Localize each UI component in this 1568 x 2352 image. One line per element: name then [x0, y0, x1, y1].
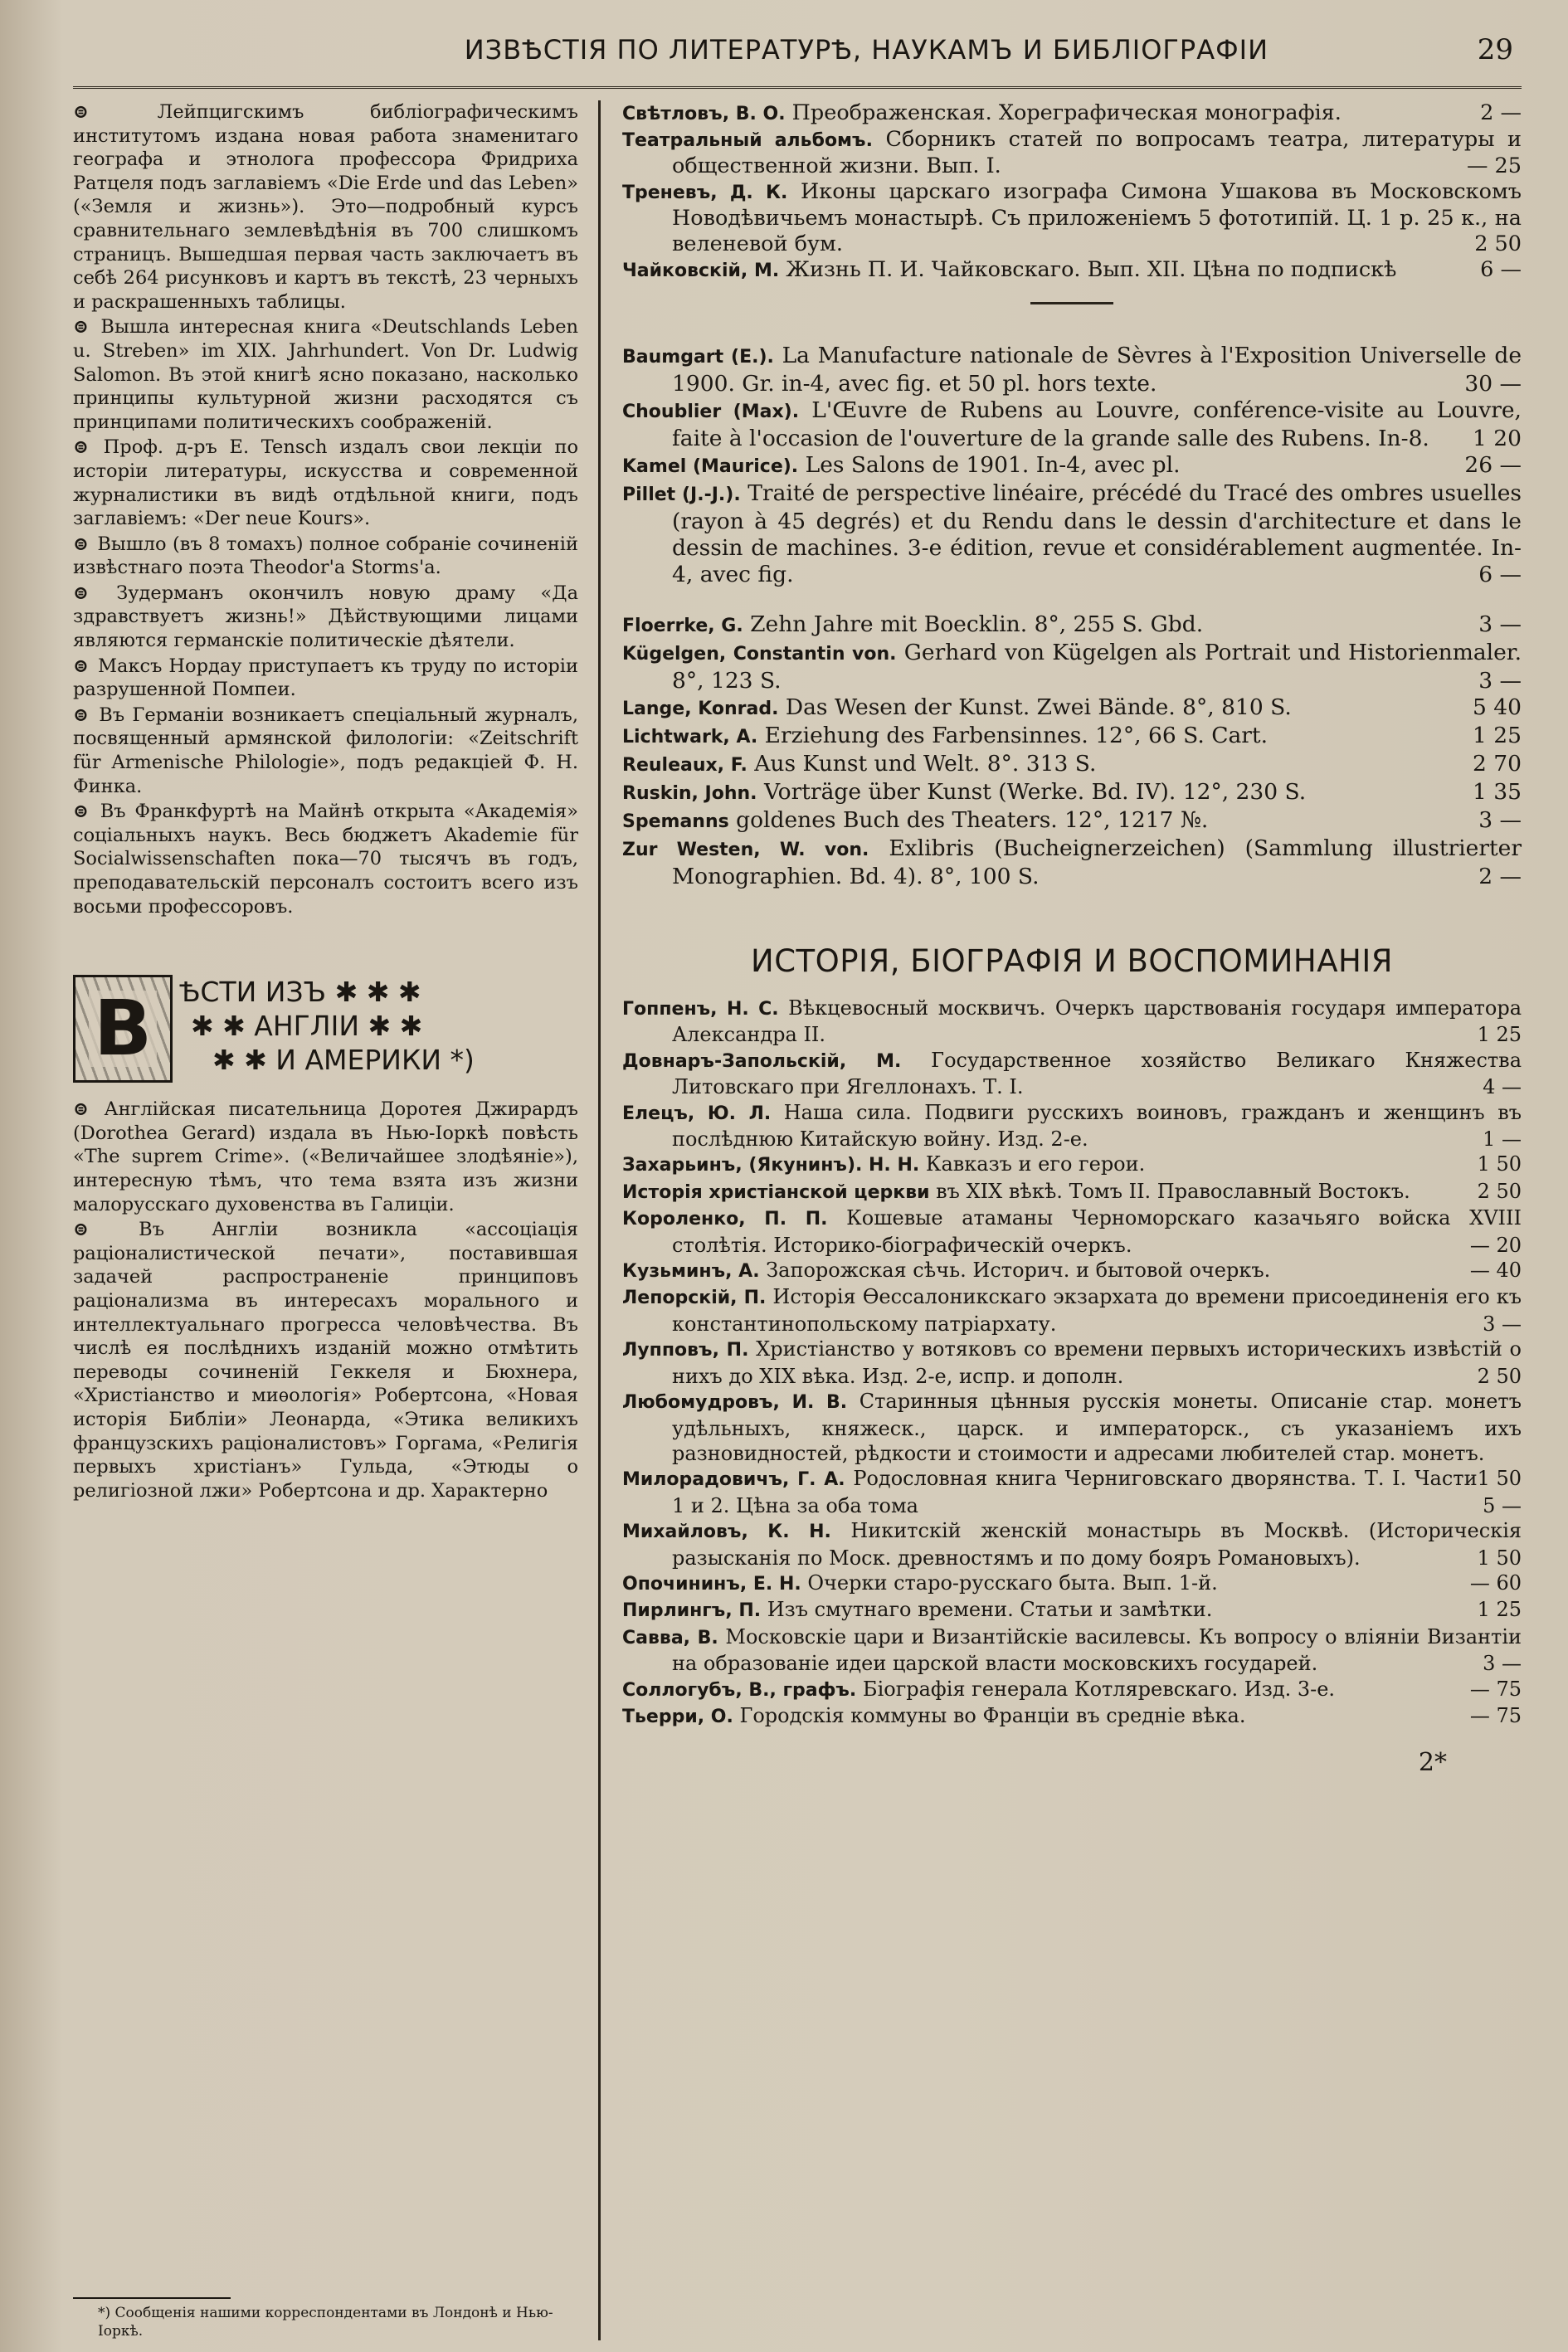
bibliography-entry — [622, 694, 1522, 723]
entry-price: 3 — — [1478, 807, 1522, 833]
section-title-history: ИСТОРІЯ, БІОГРАФІЯ И ВОСПОМИНАНІЯ — [751, 943, 1393, 979]
entry-author: Spemanns — [622, 811, 729, 832]
entry-price: 3 — — [1483, 1652, 1522, 1676]
entry-author: Треневъ, Д. К. — [622, 183, 788, 203]
entry-price: 2 50 — [1477, 1364, 1522, 1388]
bibliography-entry — [622, 452, 1522, 480]
paragraph-text: Вышла интересная книга «Deutschlands Leben u. Streben» im XIX. Jahrhundert. Von Dr. Ludwig Salomon. Въ этой книгѣ ясно показано, насколько принципы культурной жизни расходятся съ принципами политическихъ соображеній. — [73, 316, 578, 433]
entry-price: 1 20 — [1472, 426, 1522, 451]
bibliography-entry — [622, 779, 1522, 807]
entry-price: 3 — — [1478, 668, 1522, 694]
paragraph-bullet-icon: ⊜ — [73, 801, 89, 823]
bibliography-entry — [622, 1570, 1522, 1597]
book-list-german — [622, 611, 1522, 890]
entry-title: Traité de perspective linéaire, précédé du Tracé des ombres usuelles (rayon à 45 degrés) et du Rendu dans le dessin d'architecture et dans le dessin de machines. 3-e édition, revue et considérablement augmentée. In-4, avec fig. — [672, 480, 1522, 587]
news-paragraph — [73, 655, 578, 702]
bibliography-entry — [622, 127, 1522, 179]
news-paragraph — [73, 315, 578, 434]
bibliography-entry — [622, 1100, 1522, 1152]
entry-title: Кавказъ и его герои. — [919, 1152, 1146, 1176]
bibliography-entry — [622, 996, 1522, 1048]
entry-title: Исторія Ѳессалоникскаго экзархата до времени присоединенія его къ константинопольскому патріархату. — [672, 1285, 1522, 1336]
bibliography-entry — [622, 723, 1522, 751]
entry-author: Соллогубъ, В., графъ. — [622, 1679, 857, 1701]
entry-title: goldenes Buch des Theaters. 12°, 1217 №. — [728, 807, 1209, 833]
book-list-russian-art — [622, 100, 1522, 284]
entry-price: 3 — — [1478, 611, 1522, 637]
entry-title: La Manufacture nationale de Sèvres à l'Exposition Universelle de 1900. Gr. in-4, avec fig. et 50 pl. hors texte. — [672, 343, 1522, 397]
bibliography-entry — [622, 1677, 1522, 1703]
entry-price: — 60 — [1469, 1570, 1522, 1595]
entry-title: Кошевые атаманы Черноморскаго казачьяго войска XVIII столѣтія. Историко-біографическій очеркъ. — [672, 1206, 1522, 1257]
news-paragraphs-top — [73, 100, 578, 918]
news-paragraph — [73, 1098, 578, 1216]
entry-title: Изъ смутнаго времени. Статьи и замѣтки. — [761, 1598, 1213, 1622]
entry-title: Біографія генерала Котляревскаго. Изд. 3-е. — [856, 1677, 1336, 1701]
news-paragraph — [73, 800, 578, 918]
paragraph-text: Англійская писательница Доротея Джирардъ (Dorothea Gerard) издала въ Нью-Іоркѣ повѣсть «The suprem Crime». («Величайшее злодѣяніе»), интересную тѣмъ, что тема взята изъ жизни малорусскаго духовенства въ Галиціи. — [73, 1098, 578, 1215]
entry-price: 2 50 — [1477, 1179, 1522, 1203]
paragraph-text: Максъ Нордау приступаетъ къ труду по исторіи разрушенной Помпеи. — [73, 655, 578, 701]
book-list-french — [622, 343, 1522, 588]
paragraph-bullet-icon: ⊜ — [73, 655, 89, 677]
entry-title: Aus Kunst und Welt. 8°. 313 S. — [747, 751, 1097, 777]
paragraph-bullet-icon: ⊜ — [73, 101, 89, 123]
paragraph-text: Проф. д-ръ E. Tensch издалъ свои лекціи по исторіи литературы, искусства и современной журналистики въ видѣ отдѣльной книги, подъ заглавіемъ: «Der neue Kours». — [73, 436, 578, 530]
entry-title: Государственное хозяйство Великаго Княжества Литовскаго при Ягеллонахъ. Т. I. — [672, 1048, 1522, 1099]
news-heading-line-1: ѢСТИ ИЗЪ ✱ ✱ ✱ — [179, 976, 421, 1009]
entry-title: Сборникъ статей по вопросамъ театра, литературы и общественной жизни. Вып. I. — [672, 127, 1522, 178]
entry-title: Московскіе цари и Византійскіе василевсы. Къ вопросу о вліяніи Византіи на образованіе идеи царской власти московскихъ государей. — [672, 1624, 1522, 1676]
bibliography-entry — [622, 1258, 1522, 1284]
entry-author: Pillet (J.-J.). — [622, 485, 741, 505]
news-paragraph — [73, 533, 578, 580]
entry-author: Floerrke, G. — [622, 616, 743, 636]
entry-author: Лепорскій, П. — [622, 1288, 767, 1309]
bibliography-entry — [622, 1205, 1522, 1258]
entry-price: — 40 — [1469, 1259, 1522, 1283]
entry-price: 1 — — [1483, 1127, 1522, 1152]
entry-author: Ruskin, John. — [622, 783, 757, 804]
entry-price: 30 — — [1464, 371, 1522, 397]
entry-author: Захарьинъ, (Якунинъ). Н. Н. — [622, 1155, 920, 1176]
bibliography-entry — [622, 640, 1522, 694]
entry-price: — 20 — [1469, 1233, 1522, 1257]
entry-price: 1 25 — [1477, 1598, 1522, 1622]
bibliography-entry — [622, 1337, 1522, 1389]
news-paragraph — [73, 100, 578, 314]
entry-author: Исторія христіанской церкви — [622, 1181, 930, 1203]
running-title: ИЗВѢСТІЯ ПО ЛИТЕРАТУРѢ, НАУКАМЪ И БИБЛІОГРАФІИ — [464, 34, 1269, 66]
bibliography-entry — [622, 1048, 1522, 1100]
entry-author: Lichtwark, A. — [622, 727, 758, 747]
bibliography-entry — [622, 257, 1522, 284]
bibliography-entry — [622, 751, 1522, 779]
entry-title: Gerhard von Kügelgen als Portrait und Historienmaler. 8°, 123 S. — [672, 640, 1522, 694]
paragraph-text: Въ Англіи возникла «ассоціація раціоналистической печати», поставившая задачей распространеніе принциповъ раціонализма въ интересахъ морального и интеллектуальнаго прогресса человѣчества. Въ числѣ ея послѣднихъ изданій можно отмѣтить переводы сочиненій Геккеля и Бюхнера, «Христіанство и миѳологія» Робертсона, «Новая исторія Библіи» Леонарда, «Этика великихъ французскихъ раціоналистовъ» Горгама, «Религія первыхъ христіанъ» Гульда, «Этюды о религіозной лжи» Робертсона и др. Характерно — [73, 1219, 578, 1502]
bibliography-entry — [622, 1624, 1522, 1677]
entry-author: Zur Westen, W. von. — [622, 840, 869, 860]
entry-title: Exlibris (Bucheignerzeichen) (Sammlung illustrierter Monographien. Bd. 4). 8°, 100 S. — [672, 835, 1522, 889]
entry-price: 5 — — [1483, 1493, 1522, 1517]
news-paragraphs-england — [73, 1098, 578, 1502]
entry-title: Христіанство у вотяковъ со времени первыхъ историческихъ извѣстій о нихъ до XIX вѣка. Изд. 2-е, испр. и дополн. — [672, 1337, 1522, 1388]
entry-author: Елецъ, Ю. Л. — [622, 1103, 772, 1124]
entry-author: Савва, В. — [622, 1627, 718, 1648]
entry-title: Вѣкцевосный москвичъ. Очеркъ царствованія государя императора Александра II. — [672, 996, 1522, 1047]
footnote: *) Сообщенія нашими корреспондентами въ Лондонѣ и Нью-Іоркѣ. — [73, 2304, 578, 2340]
bibliography-entry — [622, 807, 1522, 835]
entry-title: Родословная книга Черниговскаго дворянства. Т. I. Части 1 и 2. Цѣна за оба тома — [672, 1467, 1478, 1517]
entry-title: въ XIX вѣкѣ. Томъ II. Православный Востокъ. — [929, 1179, 1410, 1203]
entry-author: Опочининъ, Е. Н. — [622, 1573, 801, 1595]
bibliography-entry — [622, 1179, 1522, 1205]
bibliography-entry — [622, 1284, 1522, 1337]
entry-author: Чайковскій, М. — [622, 261, 780, 281]
entry-price: — 75 — [1469, 1703, 1522, 1727]
news-paragraph — [73, 582, 578, 653]
entry-price: — 75 — [1469, 1677, 1522, 1701]
entry-author: Театральный альбомъ. — [622, 130, 873, 151]
entry-price: 4 — — [1483, 1075, 1522, 1099]
bibliography-entry — [622, 1466, 1522, 1518]
bibliography-entry — [622, 835, 1522, 890]
entry-price: 6 — — [1478, 562, 1522, 587]
entry-author: Kamel (Maurice). — [622, 456, 799, 477]
bibliography-entry — [622, 343, 1522, 397]
paragraph-bullet-icon: ⊜ — [73, 1219, 89, 1241]
paragraph-text: Зудерманъ окончилъ новую драму «Да здравствуетъ жизнь!» Дѣйствующими лицами являются германскіе политическіе дѣятели. — [73, 582, 578, 652]
news-paragraph — [73, 1218, 578, 1502]
entry-author: Тьерри, О. — [622, 1706, 733, 1727]
paragraph-bullet-icon: ⊜ — [73, 582, 89, 604]
entry-price: 1 25 — [1477, 1023, 1522, 1047]
entry-title: L'Œuvre de Rubens au Louvre, conférence-visite au Louvre, faite à l'occasion de l'ouverture de la grande salle des Rubens. In-8. — [672, 397, 1522, 451]
entry-author: Reuleaux, F. — [622, 755, 747, 776]
news-heading-line-3: ✱ ✱ И АМЕРИКИ *) — [212, 1044, 475, 1077]
entry-author: Довнаръ-Запольскій, М. — [622, 1050, 902, 1072]
entry-author: Лупповъ, П. — [622, 1340, 749, 1361]
ornamental-initial — [73, 975, 173, 1083]
entry-title: Городскія коммуны во Франціи въ средніе вѣка. — [733, 1703, 1246, 1727]
initial-letter: В — [89, 991, 157, 1067]
entry-author: Lange, Konrad. — [622, 699, 779, 719]
entry-price: — 25 — [1466, 153, 1522, 178]
entry-price: 2 50 — [1474, 231, 1522, 256]
section-divider — [1030, 302, 1113, 304]
entry-author: Любомудровъ, И. В. — [622, 1392, 848, 1414]
entry-price: 1 50 — [1477, 1467, 1522, 1491]
entry-author: Baumgart (E.). — [622, 347, 774, 368]
bibliography-entry — [622, 1152, 1522, 1178]
entry-title: Vorträge über Kunst (Werke. Bd. IV). 12°, 230 S. — [757, 779, 1307, 805]
entry-title: Les Salons de 1901. In-4, avec pl. — [798, 452, 1181, 478]
news-heading — [73, 975, 578, 1083]
entry-title: Очерки старо-русскаго быта. Вып. 1-й. — [801, 1570, 1218, 1595]
bibliography-entry — [622, 179, 1522, 257]
paragraph-text: Вышло (въ 8 томахъ) полное собраніе сочиненій извѣстнаго поэта Theodor'a Storms'a. — [73, 533, 578, 579]
entry-price: 2 — — [1480, 100, 1522, 125]
bibliography-entry — [622, 397, 1522, 452]
entry-title: Жизнь П. И. Чайковскаго. Вып. XII. Цѣна по подпискѣ — [779, 257, 1397, 282]
entry-price: 3 — — [1483, 1312, 1522, 1336]
news-paragraph — [73, 704, 578, 798]
entry-title: Das Wesen der Kunst. Zwei Bände. 8°, 810 S. — [778, 694, 1292, 720]
paragraph-bullet-icon: ⊜ — [73, 704, 89, 726]
columns — [73, 100, 1522, 2340]
entry-author: Милорадовичъ, Г. А. — [622, 1469, 845, 1491]
list-gap — [622, 588, 1522, 611]
paragraph-bullet-icon: ⊜ — [73, 436, 89, 459]
page-header — [73, 33, 1522, 89]
entry-author: Кузьминъ, А. — [622, 1261, 760, 1283]
entry-price: 5 40 — [1472, 694, 1522, 720]
right-column — [601, 100, 1522, 1777]
entry-price: 1 25 — [1472, 723, 1522, 748]
entry-price: 1 35 — [1472, 779, 1522, 805]
entry-title: Запорожская сѣчь. Историч. и бытовой очеркъ. — [759, 1259, 1271, 1283]
entry-author: Choublier (Max). — [622, 402, 800, 422]
paragraph-bullet-icon: ⊜ — [73, 316, 89, 338]
bibliography-entry — [622, 100, 1522, 127]
bibliography-entry — [622, 1518, 1522, 1570]
entry-price: 1 50 — [1477, 1152, 1522, 1176]
bibliography-entry — [622, 1703, 1522, 1730]
entry-title: Zehn Jahre mit Boecklin. 8°, 255 S. Gbd. — [743, 611, 1204, 637]
paragraph-text: Лейпцигскимъ библіографическимъ институтомъ издана новая работа знаменитаго географа и этнолога профессора Фридриха Ратцеля подъ заглавіемъ «Die Erde und das Leben» («Земля и жизнь»). Это—подробный курсъ сравнительнаго землевѣдѣнія въ 700 слишкомъ страницъ. Вышедшая первая часть заключаетъ въ себѣ 264 рисунковъ и картъ въ текстѣ, 23 черныхъ и раскрашенныхъ таблицы. — [73, 101, 578, 313]
entry-title: Наша сила. Подвиги русскихъ воиновъ, гражданъ и женщинъ въ послѣднюю Китайскую войну. Изд. 2-е. — [672, 1100, 1522, 1152]
entry-title: Преображенская. Хореграфическая монографія. — [785, 100, 1342, 125]
entry-price: 2 — — [1478, 864, 1522, 889]
entry-title: Иконы царскаго изографа Симона Ушакова въ Московскомъ Новодѣвичьемъ монастырѣ. Съ приложеніемъ 5 фототипій. Ц. 1 р. 25 к., на веленевой бум. — [672, 179, 1522, 256]
bibliography-entry — [622, 1597, 1522, 1624]
entry-author: Гоппенъ, Н. С. — [622, 999, 779, 1020]
bibliography-entry — [622, 611, 1522, 640]
entry-author: Свѣтловъ, В. О. — [622, 104, 786, 124]
entry-price: 26 — — [1464, 452, 1522, 478]
paragraph-text: Въ Германіи возникаетъ спеціальный журналъ, посвященный армянской филологіи: «Zeitschrift für Armenische Philologie», подъ редакціей Ф. Н. Финка. — [73, 704, 578, 797]
entry-title: Старинныя цѣнныя русскія монеты. Описаніе стар. монетъ удѣльныхъ, княжеск., царск. и императорск., съ указаніемъ ихъ разновидностей, рѣдкости и стоимости и адресами любителей стар. монетъ. — [672, 1390, 1522, 1465]
book-list-history — [622, 996, 1522, 1730]
entry-title: Erziehung des Farbensinnes. 12°, 66 S. Cart. — [757, 723, 1269, 748]
signature-mark: 2* — [1418, 1748, 1447, 1778]
entry-price: 1 50 — [1477, 1546, 1522, 1570]
entry-price: 6 — — [1480, 257, 1522, 282]
paragraph-bullet-icon: ⊜ — [73, 1098, 89, 1121]
paragraph-bullet-icon: ⊜ — [73, 533, 89, 555]
news-heading-line-2: ✱ ✱ АНГЛІИ ✱ ✱ — [191, 1010, 423, 1043]
news-paragraph — [73, 436, 578, 530]
bibliography-entry — [622, 480, 1522, 588]
left-column — [73, 100, 601, 2340]
entry-author: Короленко, П. П. — [622, 1209, 828, 1230]
paragraph-text: Въ Франкфуртѣ на Майнѣ открыта «Академія» соціальныхъ наукъ. Весь бюджетъ Akademie für Socialwissenschaften пока—70 тысячъ въ годъ, преподавательскій персоналъ состоитъ всего изъ восьми профессоровъ. — [73, 801, 578, 918]
news-heading-text — [179, 975, 578, 1083]
entry-author: Михайловъ, К. Н. — [622, 1522, 831, 1543]
entry-price: 2 70 — [1472, 751, 1522, 777]
entry-author: Kügelgen, Constantin von. — [622, 644, 897, 665]
page-number: 29 — [1477, 33, 1513, 66]
entry-author: Пирлингъ, П. — [622, 1600, 762, 1622]
entry-title: Никитскій женскій монастырь въ Москвѣ. (Историческія разысканія по Моск. древностямъ и по дому бояръ Романовыхъ). — [672, 1519, 1522, 1570]
